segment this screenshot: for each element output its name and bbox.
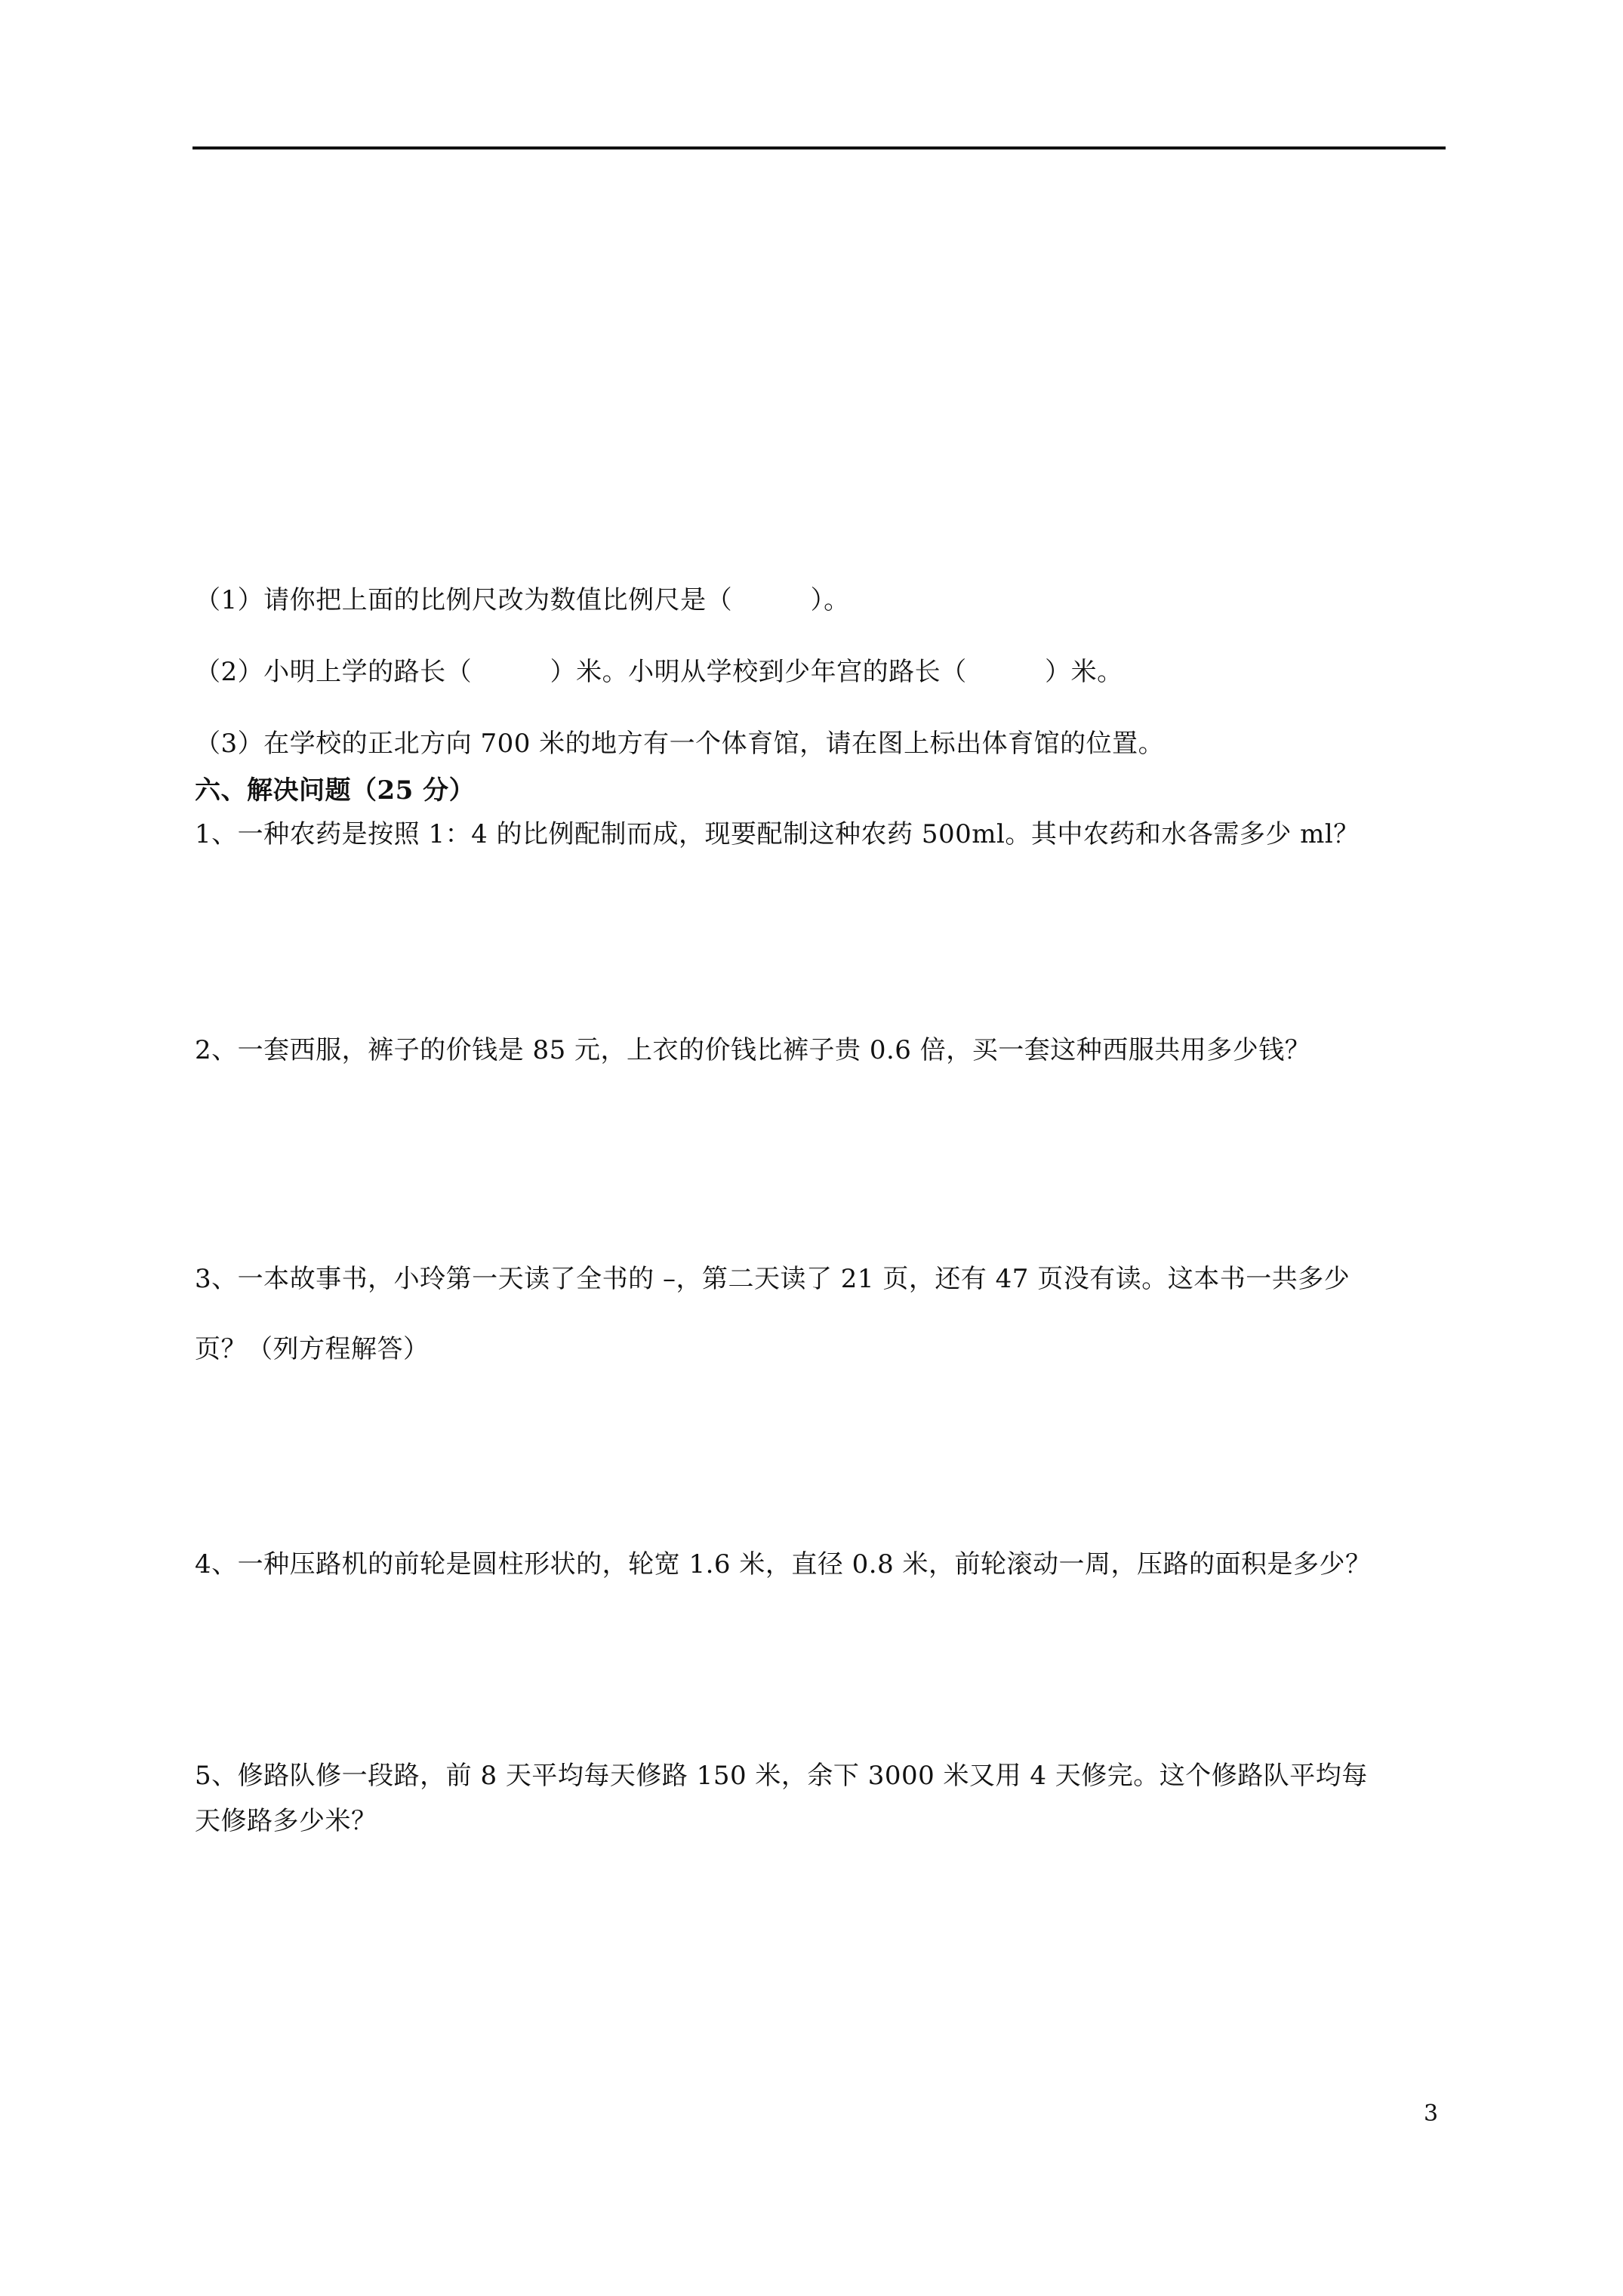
header-rule xyxy=(192,146,1446,149)
sub-question-3: （3）在学校的正北方向 700 米的地方有一个体育馆，请在图上标出体育馆的位置。 xyxy=(195,729,1165,759)
problem-3: 3、一本故事书，小玲第一天读了全书的 –，第二天读了 21 页，还有 47 页没有读。这本书一共多少 xyxy=(195,1264,1350,1294)
section-heading: 六、解决问题（25 分） xyxy=(195,775,476,806)
problem-5: 5、修路队修一段路，前 8 天平均每天修路 150 米，余下 3000 米又用 4 天修完。这个修路队平均每 xyxy=(195,1761,1368,1791)
page-number: 3 xyxy=(1424,2100,1439,2127)
problem-3-continued: 页？（列方程解答） xyxy=(195,1334,430,1364)
problem-1: 1、一种农药是按照 1：4 的比例配制而成，现要配制这种农药 500ml。其中农药和水各需多少 ml？ xyxy=(195,819,1360,849)
problem-4: 4、一种压路机的前轮是圆柱形状的，轮宽 1.6 米，直径 0.8 米，前轮滚动一周，压路的面积是多少？ xyxy=(195,1549,1372,1579)
problem-5-continued: 天修路多少米？ xyxy=(195,1806,377,1836)
sub-question-2: （2）小明上学的路长（ ）米。小明从学校到少年宫的路长（ ）米。 xyxy=(195,657,1123,687)
problem-2: 2、一套西服，裤子的价钱是 85 元，上衣的价钱比裤子贵 0.6 倍，买一套这种西服共用多少钱？ xyxy=(195,1035,1311,1065)
sub-question-1: （1）请你把上面的比例尺改为数值比例尺是（ ）。 xyxy=(195,585,850,615)
